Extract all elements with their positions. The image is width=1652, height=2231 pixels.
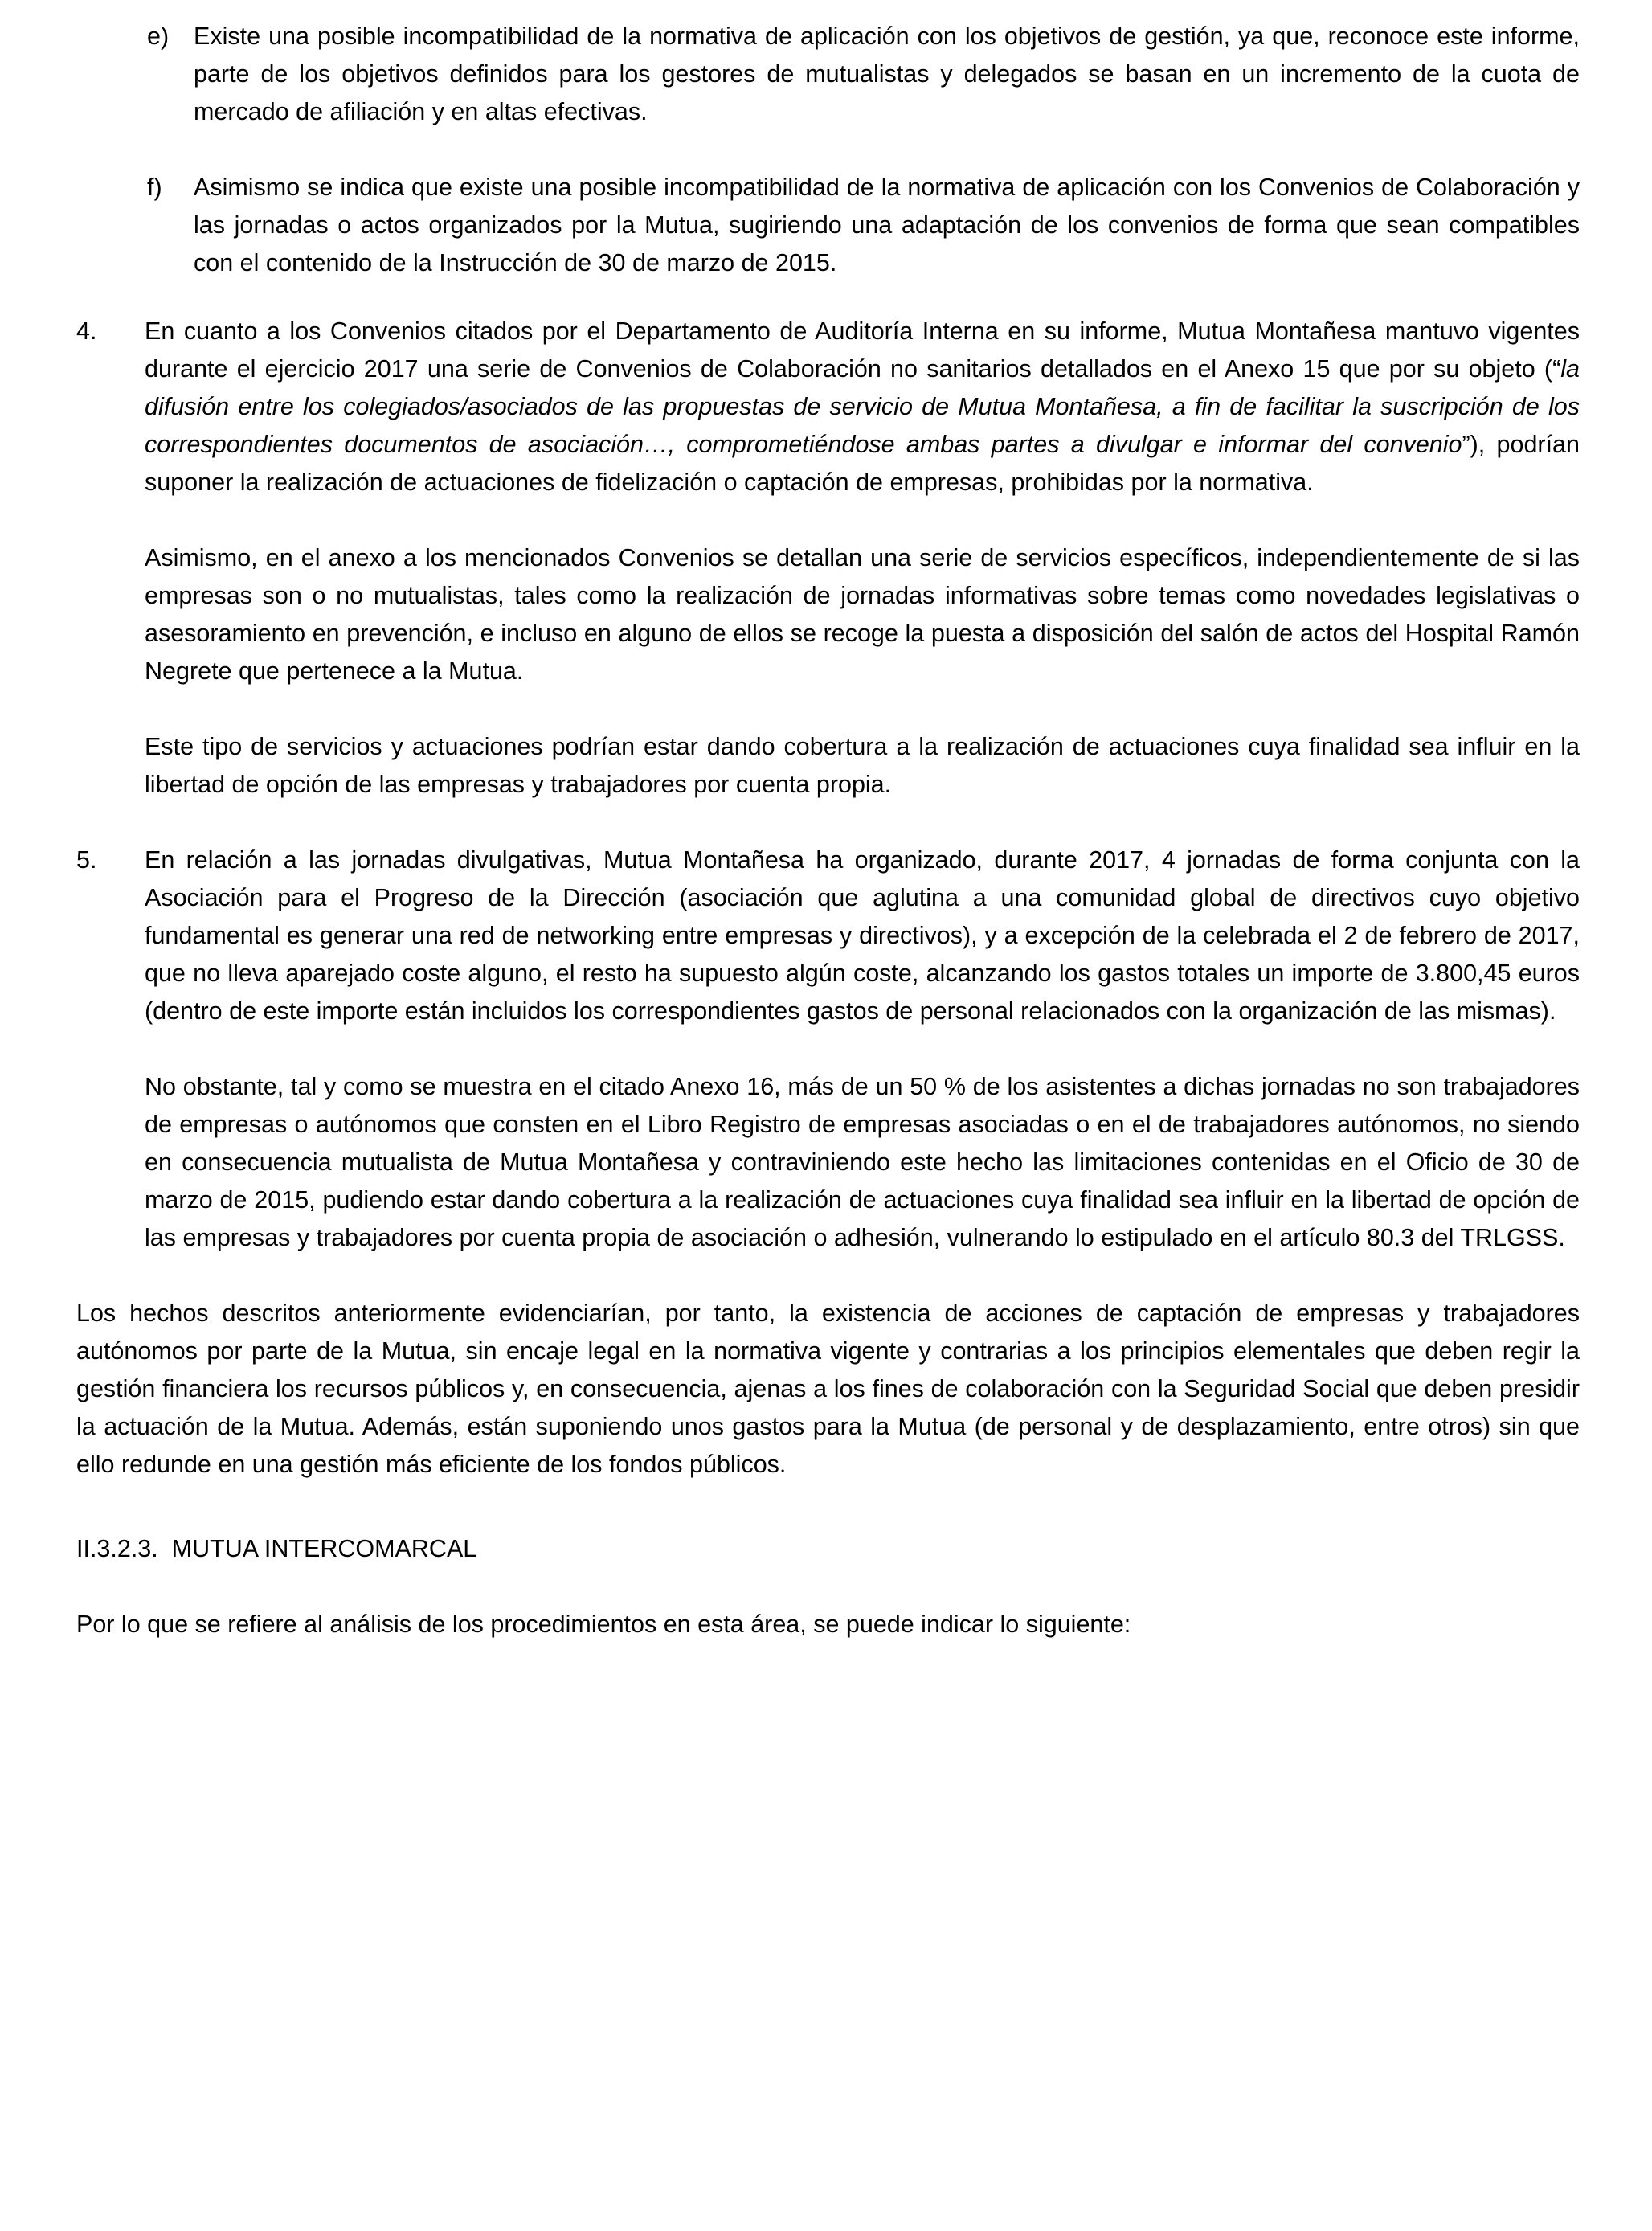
list-item-5-continuation-1 [76, 1068, 1580, 1257]
list-item-5-paragraph-1: En relación a las jornadas divulgativas, Mutua Montañesa ha organizado, durante 2017, 4 jornadas de forma conjunta con la Asociación para el Progreso de la Dirección (asociación que aglutina a una comunidad global de directivos cuyo objetivo fundamental es generar una red de networking entre empresas y directivos), y a excepción de la celebrada el 2 de febrero de 2017, que no lleva aparejado coste alguno, el resto ha supuesto algún coste, alcanzando los gastos totales un importe de 3.800,45 euros (dentro de este importe están incluidos los correspondientes gastos de personal relacionados con la organización de las mismas). [145, 846, 1580, 1025]
item-4-quote-italic: la difusión entre los colegiados/asociados de las propuestas de servicio de Mutua Montañesa, a fin de facilitar la suscripción de los correspondientes documentos de asociación…, comprometiéndose ambas partes a divulgar e informar del convenio [145, 355, 1580, 458]
list-item-f [76, 169, 1580, 282]
spacer [76, 282, 1580, 313]
list-item-4-continuation-2 [76, 728, 1580, 804]
spacer [76, 804, 1580, 841]
list-item-e [76, 18, 1580, 131]
trailing-paragraph-block [76, 1606, 1580, 1644]
spacer [76, 1030, 1580, 1068]
item-4-text-after-quote: ”), podrían suponer la realización de actuaciones de fidelización o captación de empresas, prohibidas por la normativa. [145, 431, 1580, 496]
trailing-paragraph: Por lo que se refiere al análisis de los procedimientos en esta área, se puede indicar lo siguiente: [76, 1611, 1131, 1638]
spacer [76, 501, 1580, 539]
list-item-4-paragraph-1 [145, 313, 1580, 501]
spacer [76, 690, 1580, 728]
list-item-5-paragraph-2: No obstante, tal y como se muestra en el citado Anexo 16, más de un 50 % de los asistentes a dichas jornadas no son trabajadores de empresas o autónomos que consten en el Libro Registro de empresas asociadas o en el de trabajadores autónomos, no siendo en consecuencia mutualista de Mutua Montañesa y contraviniendo este hecho las limitaciones contenidas en el Oficio de 30 de marzo de 2015, pudiendo estar dando cobertura a la realización de actuaciones cuya finalidad sea influir en la libertad de opción de las empresas y trabajadores por cuenta propia de asociación o adhesión, vulnerando lo estipulado en el artículo 80.3 del TRLGSS. [145, 1073, 1580, 1251]
list-item-4-paragraph-2: Asimismo, en el anexo a los mencionados Convenios se detallan una serie de servicios específicos, independientemente de si las empresas son o no mutualistas, tales como la realización de jornadas informativas sobre temas como novedades legislativas o asesoramiento en prevención, e incluso en alguno de ellos se recoge la puesta a disposición del salón de actos del Hospital Ramón Negrete que pertenece a la Mutua. [145, 544, 1580, 685]
list-item-4-paragraph-3: Este tipo de servicios y actuaciones podrían estar dando cobertura a la realización de actuaciones cuya finalidad sea influir en la libertad de opción de las empresas y trabajadores por cuenta propia. [145, 733, 1580, 798]
closing-paragraph: Los hechos descritos anteriormente evidenciarían, por tanto, la existencia de acciones de captación de empresas y trabajadores autónomos por parte de la Mutua, sin encaje legal en la normativa vigente y contrarias a los principios elementales que deben regir la gestión financiera los recursos públicos y, en consecuencia, ajenas a los fines de colaboración con la Seguridad Social que deben presidir la actuación de la Mutua. Además, están suponiendo unos gastos para la Mutua (de personal y de desplazamiento, entre otros) sin que ello redunde en una gestión más eficiente de los fondos públicos. [76, 1300, 1580, 1478]
section-heading-block [76, 1530, 1580, 1568]
list-item-f-text: Asimismo se indica que existe una posible incompatibilidad de la normativa de aplicación con los Convenios de Colaboración y las jornadas o actos organizados por la Mutua, sugiriendo una adaptación de los convenios de forma que sean compatibles con el contenido de la Instrucción de 30 de marzo de 2015. [194, 174, 1580, 276]
spacer [76, 1257, 1580, 1295]
list-item-5 [76, 841, 1580, 1030]
spacer [76, 1568, 1580, 1606]
list-marker-5: 5. [76, 846, 97, 874]
spacer [76, 131, 1580, 169]
list-marker-4: 4. [76, 317, 97, 345]
section-heading: II.3.2.3. MUTUA INTERCOMARCAL [76, 1535, 477, 1562]
closing-paragraph-block [76, 1295, 1580, 1484]
list-item-e-text: Existe una posible incompatibilidad de la normativa de aplicación con los objetivos de gestión, ya que, reconoce este informe, parte de los objetivos definidos para los gestores de mutualistas y delegados se basan en un incremento de la cuota de mercado de afiliación y en altas efectivas. [194, 23, 1580, 125]
item-4-text-before-quote: En cuanto a los Convenios citados por el Departamento de Auditoría Interna en su informe, Mutua Montañesa mantuvo vigentes durante el ejercicio 2017 una serie de Convenios de Colaboración no sanitarios detallados en el Anexo 15 que por su objeto (“ [145, 317, 1580, 383]
list-item-4 [76, 313, 1580, 501]
spacer [76, 1484, 1580, 1530]
list-marker-f: f) [147, 174, 162, 201]
list-marker-e: e) [147, 23, 170, 50]
list-item-4-continuation-1 [76, 539, 1580, 690]
